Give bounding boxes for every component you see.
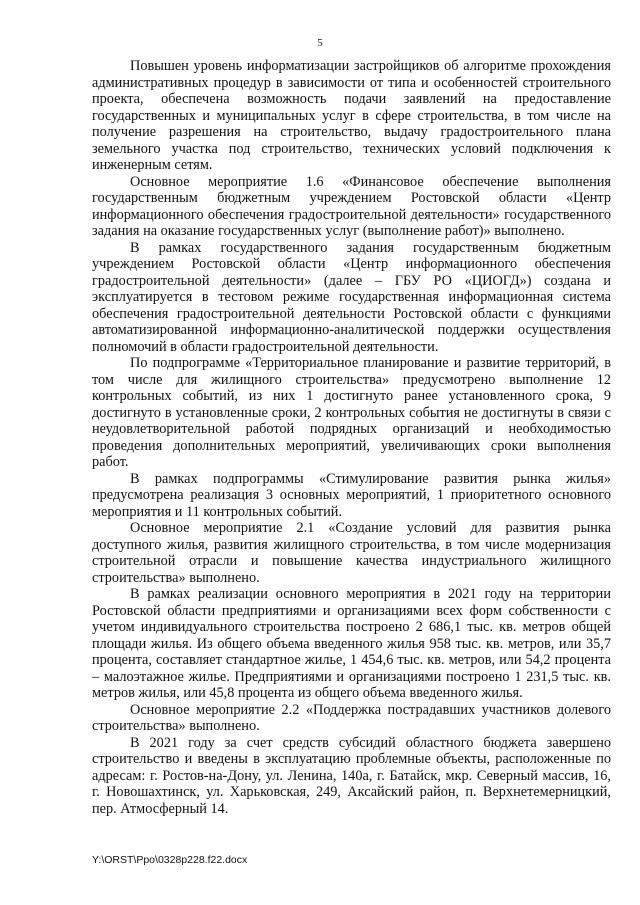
paragraph-state-task: В рамках государственного задания государственным бюджетным учреждением Ростовской области «Центр информационного обеспечения градостроительной деятельности» (далее – ГБУ РО «ЦИОГД») создана и эксплуатируется в тестовом режиме государственная информационная система обеспечения градостроительной деятельности Ростовской области с функциями автоматизированной информационно-аналитической поддержки осуществления полномочий в области градостроительной деятельности.	[92, 239, 611, 355]
paragraph-housing-construction-2021: В рамках реализации основного мероприятия в 2021 году на территории Ростовской области предприятиями и организациями всех форм собственности с учетом индивидуального строительства построено 2 686,1 тыс. кв. метров общей площади жилья. Из общего объема введенного жилья 958 тыс. кв. метров, или 35,7 процента, составляет стандартное жилье, 1 454,6 тыс. кв. метров, или 54,2 процента – малоэтажное жилье. Предприятиями и организациями построено 1 231,5 тыс. кв. метров жилья, или 45,8 процента из общего объема введенного жилья.	[92, 586, 611, 701]
paragraph-territorial-planning: По подпрограмме «Территориальное планирование и развитие территорий, в том числе для жилищного строительства» предусмотрено выполнение 12 контрольных событий, из них 1 достигнуто ранее установленного срока, 9 достигнуто в установленные сроки, 2 контрольных события не достигнуты в связи с неудовлетворительной работой подрядных организаций и необходимостью проведения дополнительных мероприятий, увеличивающих сроки выполнения работ.	[92, 355, 611, 470]
footer-file-path: Y:\ORST\Ppo\0328p228.f22.docx	[92, 854, 248, 866]
paragraph-housing-market: В рамках подпрограммы «Стимулирование развития рынка жилья» предусмотрена реализация 3 основных мероприятий, 1 приоритетного основного мероприятия и 11 контрольных событий.	[92, 470, 611, 520]
paragraph-measure-2-2: Основное мероприятие 2.2 «Поддержка пострадавших участников долевого строительства» выполнено.	[92, 701, 611, 734]
paragraph-measure-2-1: Основное мероприятие 2.1 «Создание условий для развития рынка доступного жилья, развития жилищного строительства, в том числе модернизация строительной отрасли и повышение качества индустриального жилищного строительства» выполнено.	[92, 520, 611, 586]
page-number: 5	[317, 37, 323, 49]
paragraph-measure-1-6: Основное мероприятие 1.6 «Финансовое обеспечение выполнения государственным бюджетным учреждением Ростовской области «Центр информационного обеспечения градостроительной деятельности» государственного задания на оказание государственных услуг (выполнение работ)» выполнено.	[92, 173, 611, 239]
paragraph-informatization: Повышен уровень информатизации застройщиков об алгоритме прохождения административных процедур в зависимости от типа и особенностей строительного проекта, обеспечена возможность подачи заявлений на предоставление государственных и муниципальных услуг в сфере строительства, в том числе на получение разрешения на строительство, выдачу градостроительного плана земельного участка под строительство, технических условий подключения к инженерным сетям.	[92, 58, 611, 173]
paragraph-problem-objects: В 2021 году за счет средств субсидий областного бюджета завершено строительство и введены в эксплуатацию проблемные объекты, расположенные по адресам: г. Ростов-на-Дону, ул. Ленина, 140а, г. Батайск, мкр. Северный массив, 16, г. Новошахтинск, ул. Харьковская, 249, Аксайский район, п. Верхнетемерницкий, пер. Атмосферный 14.	[92, 734, 611, 817]
document-body	[92, 58, 611, 817]
